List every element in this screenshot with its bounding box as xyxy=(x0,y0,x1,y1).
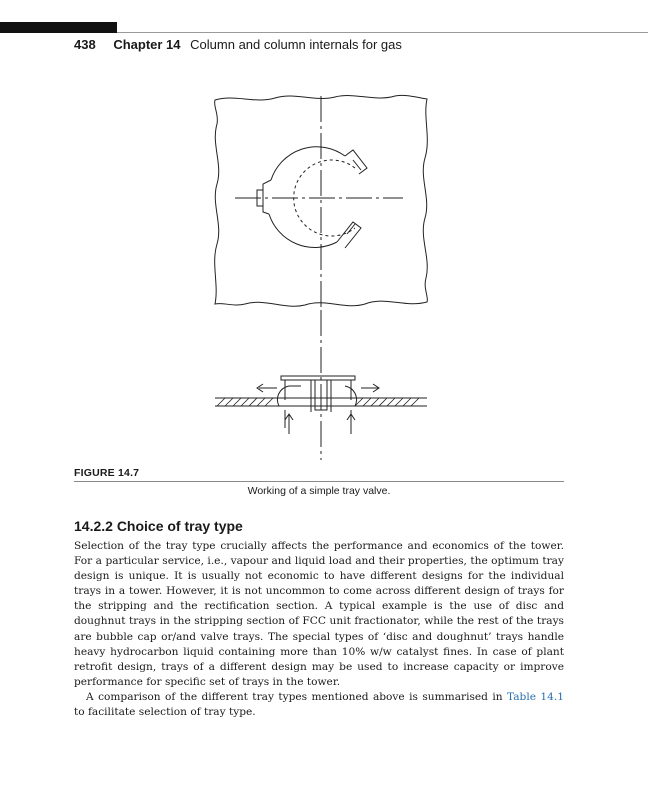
flow-arrow-left xyxy=(257,384,277,392)
chapter-label: Chapter 14 xyxy=(113,37,181,52)
valve-leg-left xyxy=(257,180,271,214)
section-view xyxy=(215,310,427,460)
figure-rule xyxy=(74,481,564,482)
paragraph-2 xyxy=(74,690,564,720)
table-reference-link[interactable]: Table 14.1 xyxy=(507,690,565,703)
paragraph-2-tail: to facilitate selection of tray type. xyxy=(74,706,256,719)
section-body xyxy=(74,539,564,720)
section-heading: 14.2.2 Choice of tray type xyxy=(74,518,243,534)
figure-caption: Working of a simple tray valve. xyxy=(247,485,391,497)
paragraph-2-lead: A comparison of the different tray types mentioned above is summarised in xyxy=(86,690,507,703)
tray-valve-figure xyxy=(205,88,450,468)
valve-leg-bottom xyxy=(337,222,361,248)
valve-cap xyxy=(281,376,355,380)
valve-leg-top xyxy=(345,150,367,174)
vapour-arrow-right xyxy=(347,414,355,434)
header-rule xyxy=(117,32,648,33)
page-number: 438 xyxy=(74,37,96,52)
chapter-title: Column and column internals for gas xyxy=(190,37,402,52)
deck-hatching xyxy=(217,398,419,406)
figure-label: FIGURE 14.7 xyxy=(74,467,140,479)
header-bar xyxy=(0,22,117,33)
flow-arrow-right xyxy=(361,384,379,392)
plan-view xyxy=(215,95,428,308)
running-head xyxy=(74,37,402,52)
paragraph-1: Selection of the tray type crucially affects the performance and economics of the tower. For a particular service, i.e., vapour and liquid load and their properties, the optimum tray design is unique. It is usually not economic to have different designs for the individual trays in a tower. However, it is not uncommon to come across different design of trays for the stripping and the rectification section. A typical example is the use of disc and doughnut trays in the stripping section of FCC unit fractionator, while the rest of the trays are bubble cap or/and valve trays. The special types of ‘disc and doughnut’ trays handle heavy hydrocarbon liquid containing more than 10% w/w catalyst fines. In case of plant retrofit design, trays of a different design may be used to increase capacity or improve performance for specific set of trays in the tower. xyxy=(74,540,564,688)
valve-disc-outer xyxy=(269,147,345,248)
vapour-arrow-left xyxy=(285,414,293,434)
